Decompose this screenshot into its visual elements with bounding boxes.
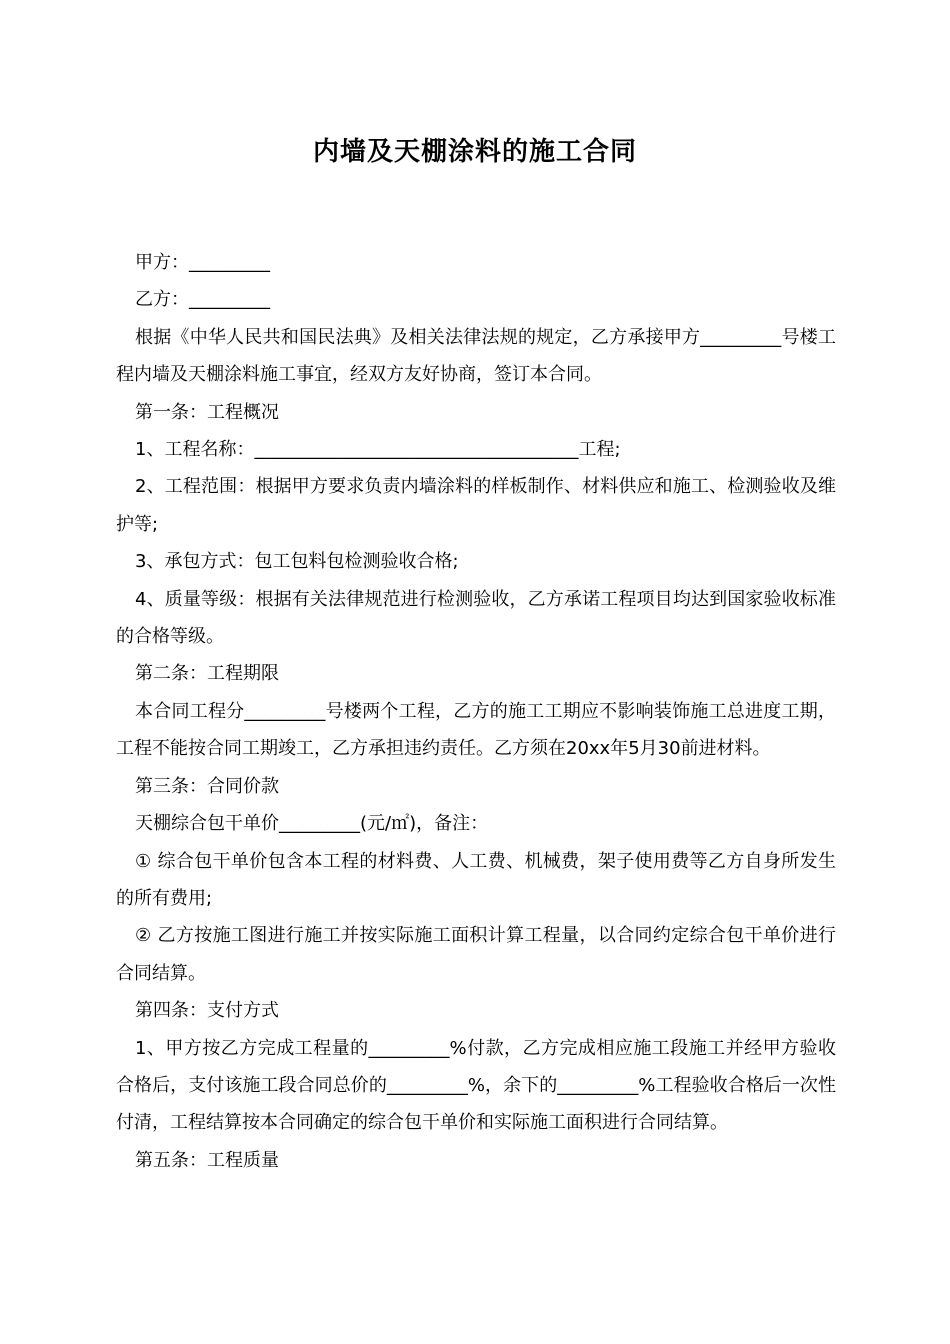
article-3-note-1: ① 综合包干单价包含本工程的材料费、人工费、机械费，架子使用费等乙方自身所发生的所有费用;	[116, 850, 836, 909]
article-1-item-4: 4、质量等级：根据有关法律规范进行检测验收，乙方承诺工程项目均达到国家验收标准的合格等级。	[116, 588, 836, 648]
article-1-item-2: 2、工程范围：根据甲方要求负责内墙涂料的样板制作、材料供应和施工、检测验收及维护等;	[116, 476, 836, 535]
article-1-item-1: 1、工程名称：____________________________________工程;	[135, 439, 621, 461]
party-b-line: 乙方：_________	[135, 289, 270, 311]
article-3-note-2: ② 乙方按施工图进行施工并按实际施工面积计算工程量，以合同约定综合包干单价进行合同结算。	[116, 925, 836, 984]
article-2-heading: 第二条：工程期限	[135, 663, 279, 685]
article-4-heading: 第四条：支付方式	[135, 1000, 279, 1022]
article-1-item-3: 3、承包方式：包工包料包检测验收合格;	[135, 551, 459, 573]
document-title: 内墙及天棚涂料的施工合同	[312, 137, 637, 167]
article-5-heading: 第五条：工程质量	[135, 1149, 279, 1171]
article-4-item-1: 1、甲方按乙方完成工程量的_________%付款，乙方完成相应施工段施工并经甲方验收合格后，支付该施工段合同总价的_________%，余下的_________%工程验收合格后一次性付清，工程结算按本合同确定的综合包干单价和实际施工面积进行合同结算。	[116, 1037, 836, 1134]
article-1-heading: 第一条：工程概况	[135, 401, 279, 423]
document-body	[116, 244, 836, 1179]
article-3-heading: 第三条：合同价款	[135, 775, 279, 797]
article-2-paragraph: 本合同工程分_________号楼两个工程，乙方的施工工期应不影响装饰施工总进度工期，工程不能按合同工期竣工，乙方承担违约责任。乙方须在20xx年5月30前进材料。	[116, 700, 836, 760]
preamble-paragraph: 根据《中华人民共和国民法典》及相关法律法规的规定，乙方承接甲方_________号楼工程内墙及天棚涂料施工事宜，经双方友好协商，签订本合同。	[116, 326, 836, 386]
party-a-line: 甲方：_________	[135, 252, 270, 273]
article-3-unit-price: 天棚综合包干单价_________(元/㎡)，备注：	[135, 813, 489, 835]
